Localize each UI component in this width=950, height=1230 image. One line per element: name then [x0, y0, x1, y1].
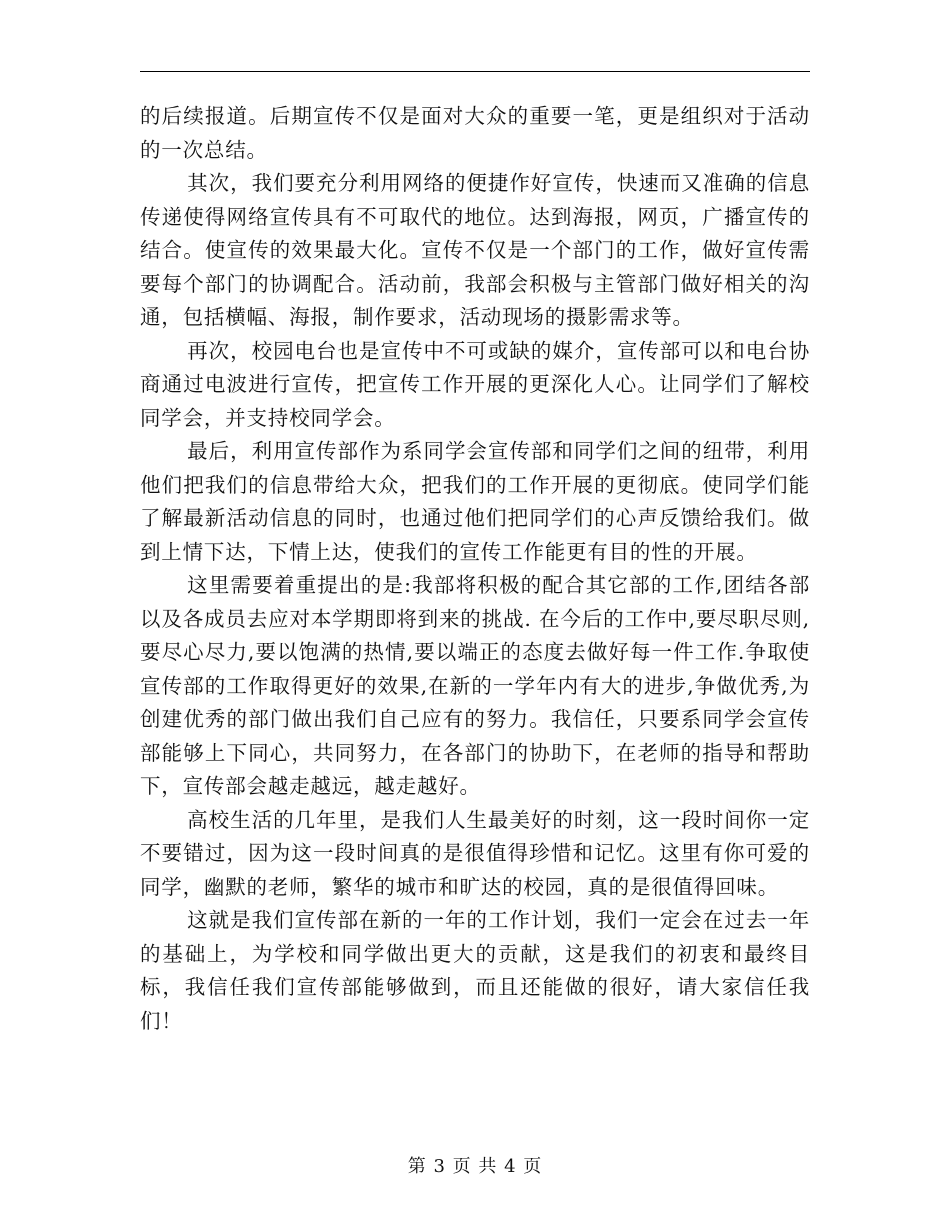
- paragraph-5: 这里需要着重提出的是:我部将积极的配合其它部的工作,团结各部以及各成员去应对本学期即将到来的挑战. 在今后的工作中,要尽职尽则,要尽心尽力,要以饱满的热情,要以端正的态度去做好每一件工作.争取使宣传部的工作取得更好的效果,在新的一学年内有大的进步,争做优秀,为创建优秀的部门做出我们自己应有的努力。我信任，只要系同学会宣传部能够上下同心，共同努力，在各部门的协助下，在老师的指导和帮助下，宣传部会越走越远，越走越好。: [140, 573, 810, 798]
- paragraph-3: 再次，校园电台也是宣传中不可或缺的媒介，宣传部可以和电台协商通过电波进行宣传，把宣传工作开展的更深化人心。让同学们了解校同学会，并支持校同学会。: [140, 338, 810, 430]
- paragraph-7: 这就是我们宣传部在新的一年的工作计划，我们一定会在过去一年的基础上，为学校和同学做出更大的贡献，这是我们的初衷和最终目标，我信任我们宣传部能够做到，而且还能做的很好，请大家信任我们！: [140, 908, 810, 1033]
- header-rule: [140, 71, 810, 72]
- page-number-footer: 第 3 页 共 4 页: [407, 1156, 543, 1177]
- paragraph-4: 最后，利用宣传部作为系同学会宣传部和同学们之间的纽带，利用他们把我们的信息带给大众，把我们的工作开展的更彻底。使同学们能了解最新活动信息的同时，也通过他们把同学们的心声反馈给我们。做到上情下达，下情上达，使我们的宣传工作能更有目的性的开展。: [140, 439, 810, 564]
- paragraph-2: 其次，我们要充分利用网络的便捷作好宣传，快速而又准确的信息传递使得网络宣传具有不可取代的地位。达到海报，网页，广播宣传的结合。使宣传的效果最大化。宣传不仅是一个部门的工作，做好宣传需要每个部门的协调配合。活动前，我部会积极与主管部门做好相关的沟通，包括横幅、海报，制作要求，活动现场的摄影需求等。: [140, 171, 810, 329]
- document-body: [140, 100, 810, 1038]
- paragraph-1: 的后续报道。后期宣传不仅是面对大众的重要一笔，更是组织对于活动的一次总结。: [140, 104, 810, 162]
- paragraph-6: 高校生活的几年里，是我们人生最美好的时刻，这一段时间你一定不要错过，因为这一段时间真的是很值得珍惜和记忆。这里有你可爱的同学，幽默的老师，繁华的城市和旷达的校园，真的是很值得回味。: [140, 807, 810, 899]
